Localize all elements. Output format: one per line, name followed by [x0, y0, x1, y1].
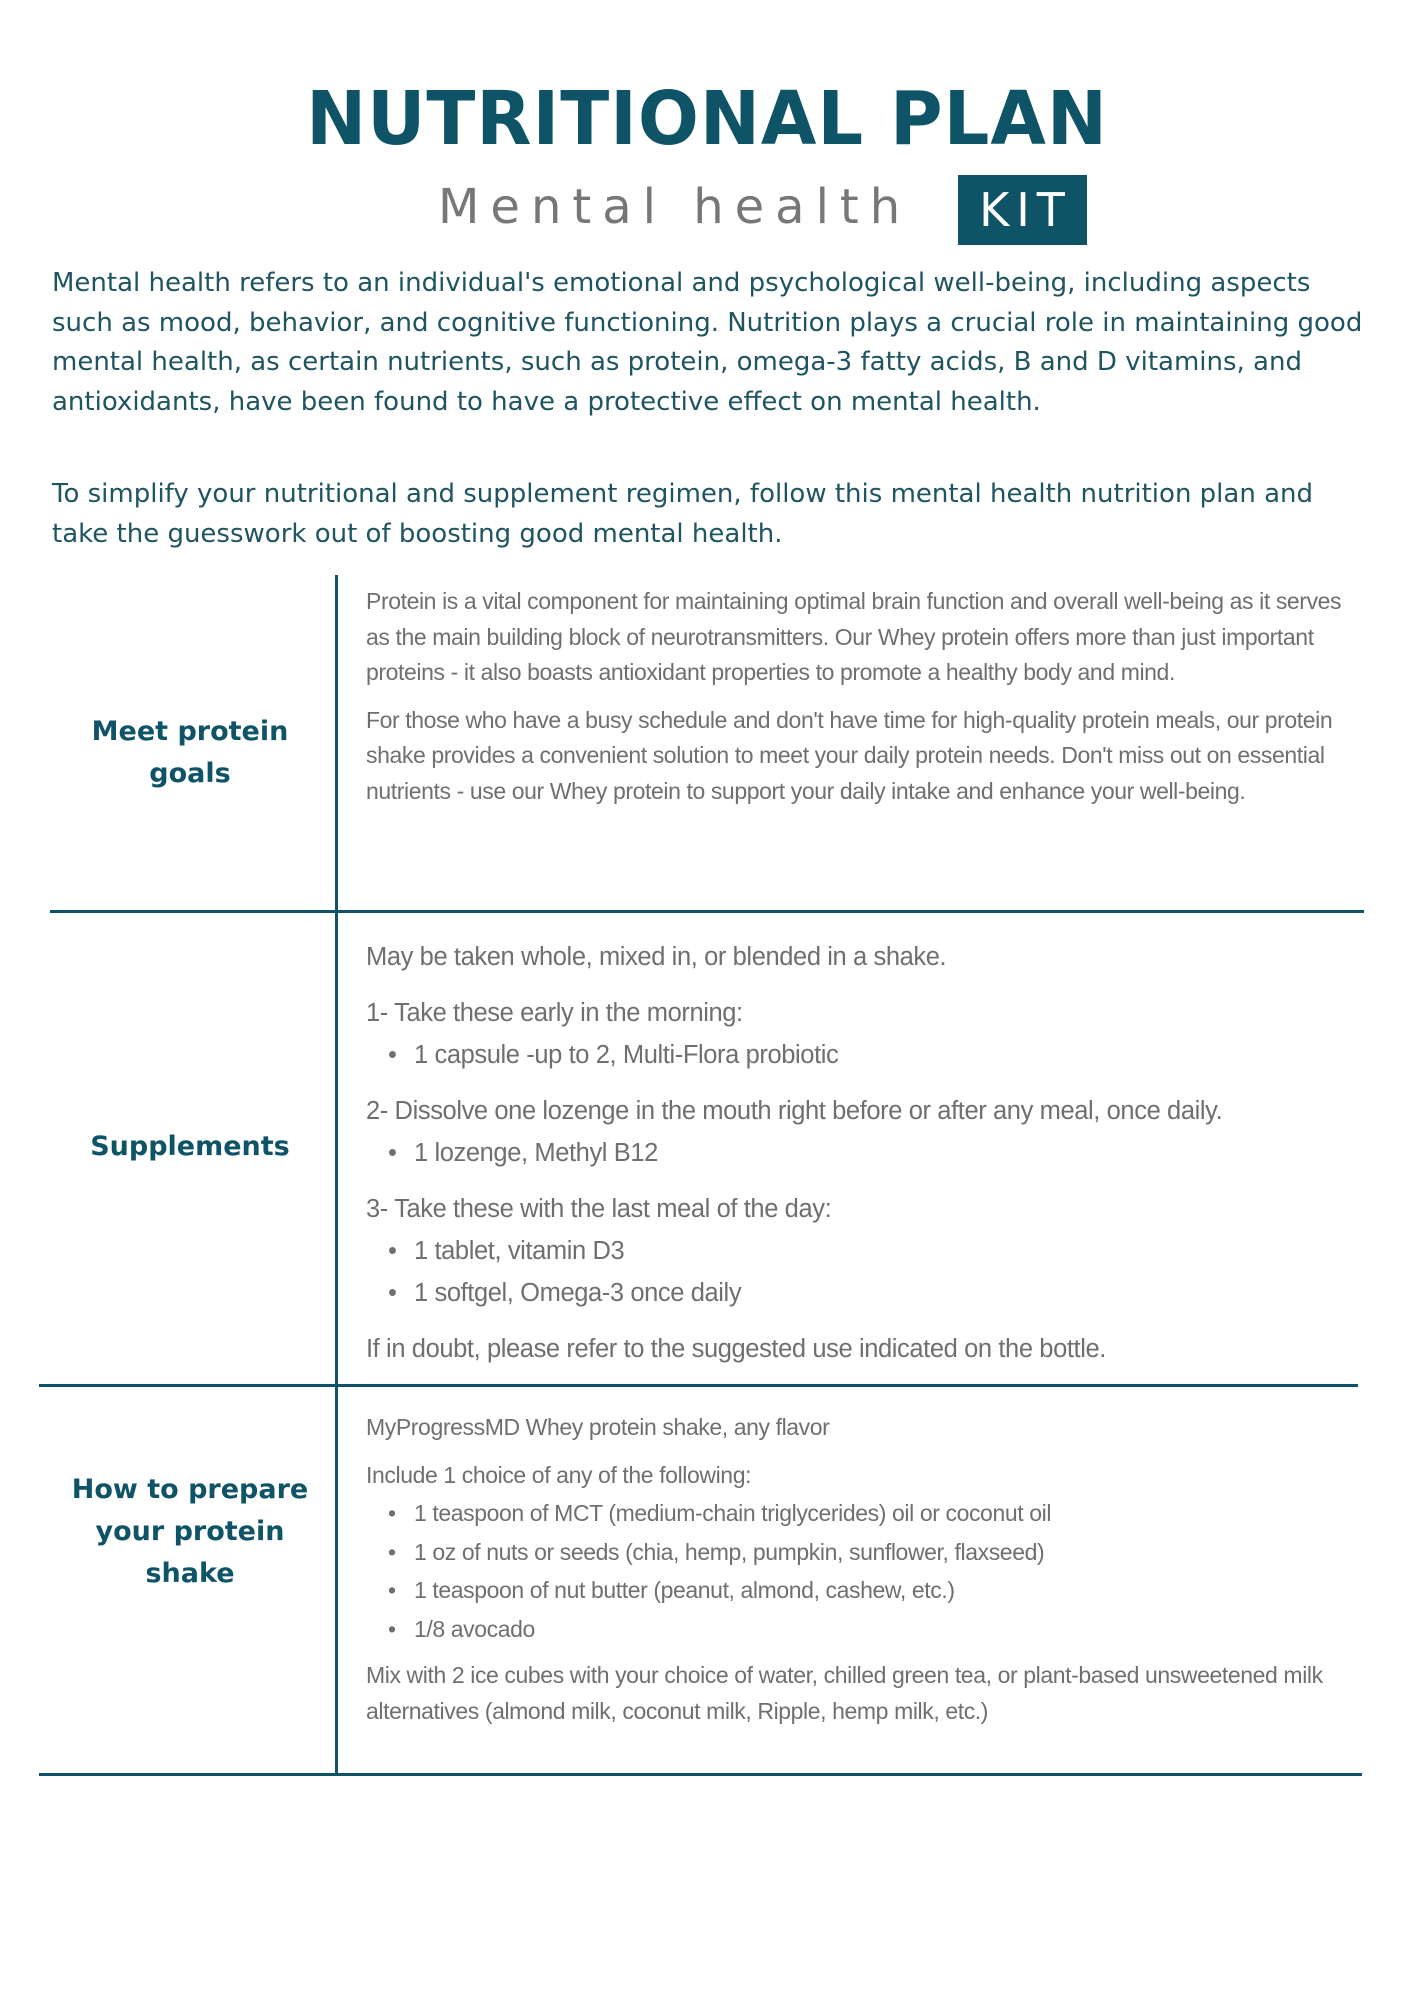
supplements-intro: May be taken whole, mixed in, or blended in a shake. — [366, 943, 947, 971]
row-label-protein-goals: Meet protein goals — [91, 716, 289, 789]
row-label-shake-prep: How to prepare your protein shake — [71, 1474, 309, 1589]
list-item: • 1 lozenge, Methyl B12 — [414, 1132, 1366, 1174]
list-item: • 1 capsule -up to 2, Multi-Flora probiotic — [414, 1034, 1366, 1076]
table-row-divider — [39, 1384, 1358, 1387]
row-label-supplements: Supplements — [90, 1131, 290, 1162]
supplement-step-heading: 1- Take these early in the morning: — [366, 999, 743, 1027]
row-content-shake-prep — [366, 1408, 1366, 1729]
list-item: • 1/8 avocado — [414, 1610, 1366, 1649]
row-content-protein-goals — [366, 584, 1366, 809]
bullet-icon: • — [388, 1577, 396, 1603]
supplement-step-heading: 3- Take these with the last meal of the day: — [366, 1195, 832, 1223]
protein-paragraph: Protein is a vital component for maintaining optimal brain function and overall well-being as it serves as the main building block of neurotransmitters. Our Whey protein offers more than just important proteins - it also boasts antioxidant properties to promote a healthy body and mind. — [366, 588, 1342, 685]
intro-paragraph: To simplify your nutritional and supplement regimen, follow this mental health nutrition plan and take the guesswork out of boosting good mental health. — [52, 479, 1313, 549]
list-item: • 1 oz of nuts or seeds (chia, hemp, pumpkin, sunflower, flaxseed) — [414, 1533, 1366, 1572]
bullet-icon: • — [388, 1041, 397, 1069]
supplement-list — [366, 1132, 1366, 1174]
supplements-note: If in doubt, please refer to the suggested use indicated on the bottle. — [366, 1335, 1106, 1363]
supplement-list — [366, 1230, 1366, 1314]
bullet-icon: • — [388, 1538, 396, 1565]
table-row-divider — [39, 1773, 1362, 1776]
shake-base: MyProgressMD Whey protein shake, any flavor — [366, 1414, 830, 1440]
kit-badge: KIT — [958, 175, 1087, 245]
list-item: • 1 teaspoon of nut butter (peanut, almond, cashew, etc.) — [414, 1571, 1366, 1610]
page-title: NUTRITIONAL PLAN — [306, 76, 1108, 162]
bullet-icon: • — [388, 1279, 397, 1307]
intro-paragraph: Mental health refers to an individual's emotional and psychological well-being, including aspects such as mood, behavior, and cognitive functioning. Nutrition plays a crucial role in maintaining good mental health, as certain nutrients, such as protein, omega-3 fatty acids, B and D vitamins, and antioxidants, have been found to have a protective effect on mental health. — [52, 268, 1363, 417]
shake-choice-list — [366, 1494, 1366, 1648]
list-item: • 1 teaspoon of MCT (medium-chain triglycerides) oil or coconut oil — [414, 1494, 1366, 1533]
supplement-list — [366, 1034, 1366, 1076]
list-item: • 1 tablet, vitamin D3 — [414, 1230, 1366, 1272]
list-item: • 1 softgel, Omega-3 once daily — [414, 1272, 1366, 1314]
bullet-icon: • — [388, 1237, 397, 1265]
protein-paragraph: For those who have a busy schedule and don't have time for high-quality protein meals, our protein shake provides a convenient solution to meet your daily protein needs. Don't miss out on essential nutrients - use our Whey protein to support your daily intake and enhance your well-being. — [366, 706, 1333, 804]
shake-mix-instructions: Mix with 2 ice cubes with your choice of water, chilled green tea, or plant-based unsweetened milk alternatives (almond milk, coconut milk, Ripple, hemp milk, etc.) — [366, 1662, 1323, 1724]
table-column-divider — [335, 575, 338, 1776]
shake-choice-heading: Include 1 choice of any of the following: — [366, 1461, 752, 1488]
bullet-icon: • — [388, 1615, 396, 1642]
bullet-icon: • — [388, 1500, 396, 1526]
row-content-supplements — [366, 936, 1366, 1370]
bullet-icon: • — [388, 1139, 397, 1167]
supplement-step-heading: 2- Dissolve one lozenge in the mouth right before or after any meal, once daily. — [366, 1097, 1223, 1125]
table-row-divider — [50, 910, 1364, 913]
page-subtitle: Mental health — [438, 179, 912, 235]
